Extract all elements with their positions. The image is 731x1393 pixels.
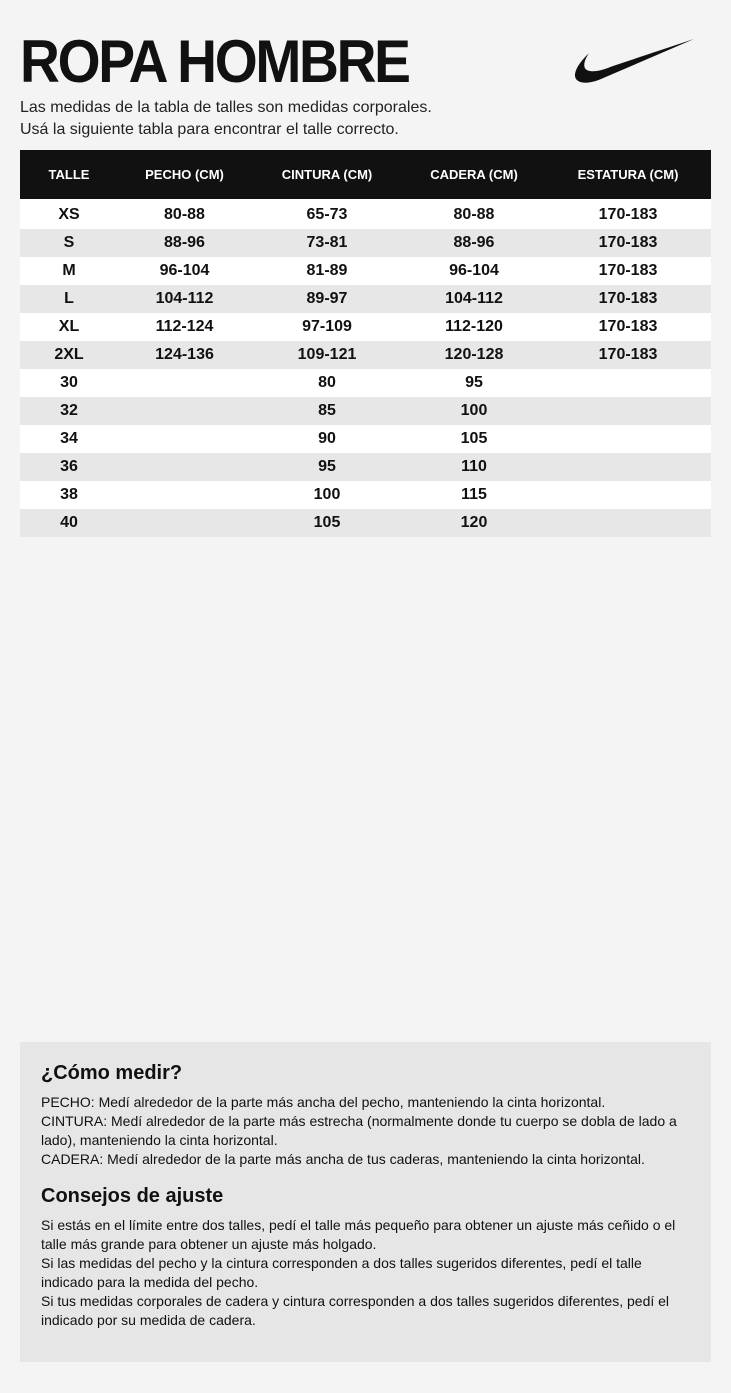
size-chart-table <box>20 150 711 537</box>
cell-talle: XS <box>20 201 118 229</box>
cell-talle: 40 <box>20 509 118 537</box>
cell-cadera: 104-112 <box>403 285 545 313</box>
cell-estatura: 170-183 <box>545 257 711 285</box>
cell-estatura <box>545 481 711 509</box>
cell-pecho: 112-124 <box>118 313 251 341</box>
cell-pecho: 88-96 <box>118 229 251 257</box>
cell-cadera: 95 <box>403 369 545 397</box>
cell-cintura: 85 <box>251 397 403 425</box>
column-header-pecho: PECHO (CM) <box>118 150 251 199</box>
cell-cintura: 65-73 <box>251 201 403 229</box>
cell-estatura <box>545 369 711 397</box>
cell-cintura: 97-109 <box>251 313 403 341</box>
intro-line: Usá la siguiente tabla para encontrar el talle correcto. <box>20 121 399 138</box>
cell-cadera: 120-128 <box>403 341 545 369</box>
cell-pecho <box>118 425 251 453</box>
table-row <box>20 481 711 509</box>
cell-pecho: 80-88 <box>118 201 251 229</box>
cell-estatura: 170-183 <box>545 285 711 313</box>
table-row <box>20 453 711 481</box>
cell-pecho <box>118 453 251 481</box>
measure-instruction: CADERA: Medí alrededor de la parte más ancha de tus caderas, manteniendo la cinta horizontal. <box>41 1151 645 1167</box>
cell-talle: L <box>20 285 118 313</box>
table-header-row <box>20 150 711 199</box>
cell-cadera: 88-96 <box>403 229 545 257</box>
cell-cintura: 105 <box>251 509 403 537</box>
cell-estatura: 170-183 <box>545 201 711 229</box>
measuring-guide-panel <box>20 1042 711 1362</box>
cell-pecho <box>118 397 251 425</box>
table-row <box>20 313 711 341</box>
how-to-measure-heading: ¿Cómo medir? <box>41 1062 183 1084</box>
table-row <box>20 201 711 229</box>
cell-cintura: 109-121 <box>251 341 403 369</box>
cell-estatura <box>545 397 711 425</box>
table-row <box>20 369 711 397</box>
cell-talle: 38 <box>20 481 118 509</box>
table-row <box>20 425 711 453</box>
how-to-measure-text <box>41 1093 690 1169</box>
table-row <box>20 285 711 313</box>
cell-pecho <box>118 481 251 509</box>
cell-talle: 32 <box>20 397 118 425</box>
column-header-cadera: CADERA (CM) <box>403 150 545 199</box>
cell-cintura: 90 <box>251 425 403 453</box>
cell-pecho: 104-112 <box>118 285 251 313</box>
cell-talle: 34 <box>20 425 118 453</box>
cell-pecho: 96-104 <box>118 257 251 285</box>
cell-cintura: 73-81 <box>251 229 403 257</box>
cell-cintura: 100 <box>251 481 403 509</box>
cell-talle: XL <box>20 313 118 341</box>
column-header-talle: TALLE <box>20 150 118 199</box>
table-row <box>20 257 711 285</box>
cell-cadera: 112-120 <box>403 313 545 341</box>
cell-estatura <box>545 509 711 537</box>
fit-tip: Si las medidas del pecho y la cintura corresponden a dos talles sugeridos diferentes, pedí el talle indicado para la medida del pecho. <box>41 1255 642 1290</box>
fit-tip: Si tus medidas corporales de cadera y cintura corresponden a dos talles sugeridos diferentes, pedí el indicado por su medida de cadera. <box>41 1293 670 1328</box>
cell-cadera: 110 <box>403 453 545 481</box>
column-header-cintura: CINTURA (CM) <box>251 150 403 199</box>
measure-instruction: PECHO: Medí alrededor de la parte más ancha del pecho, manteniendo la cinta horizontal. <box>41 1094 606 1110</box>
table-row <box>20 509 711 537</box>
fit-tips-text <box>41 1216 690 1330</box>
cell-cadera: 100 <box>403 397 545 425</box>
cell-cadera: 105 <box>403 425 545 453</box>
cell-cadera: 115 <box>403 481 545 509</box>
cell-talle: M <box>20 257 118 285</box>
cell-estatura: 170-183 <box>545 229 711 257</box>
table-row <box>20 229 711 257</box>
fit-tips-heading: Consejos de ajuste <box>41 1185 224 1207</box>
cell-estatura <box>545 453 711 481</box>
table-row <box>20 397 711 425</box>
cell-cintura: 80 <box>251 369 403 397</box>
intro-text <box>20 97 432 141</box>
cell-pecho <box>118 509 251 537</box>
cell-cadera: 96-104 <box>403 257 545 285</box>
cell-estatura: 170-183 <box>545 341 711 369</box>
measure-instruction: CINTURA: Medí alrededor de la parte más estrecha (normalmente donde tu cuerpo se dobla de lado a lado), manteniendo la cinta horizontal. <box>41 1113 677 1148</box>
cell-talle: 36 <box>20 453 118 481</box>
cell-pecho: 124-136 <box>118 341 251 369</box>
cell-cadera: 120 <box>403 509 545 537</box>
nike-swoosh-icon <box>573 38 695 84</box>
cell-estatura <box>545 425 711 453</box>
column-header-estatura: ESTATURA (CM) <box>545 150 711 199</box>
cell-talle: S <box>20 229 118 257</box>
page-title: ROPA HOMBRE <box>20 28 409 95</box>
cell-cintura: 81-89 <box>251 257 403 285</box>
cell-talle: 30 <box>20 369 118 397</box>
cell-talle: 2XL <box>20 341 118 369</box>
cell-cintura: 89-97 <box>251 285 403 313</box>
cell-cadera: 80-88 <box>403 201 545 229</box>
intro-line: Las medidas de la tabla de talles son medidas corporales. <box>20 99 432 116</box>
cell-estatura: 170-183 <box>545 313 711 341</box>
cell-pecho <box>118 369 251 397</box>
fit-tip: Si estás en el límite entre dos talles, pedí el talle más pequeño para obtener un ajuste más ceñido o el talle más grande para obtener un ajuste más holgado. <box>41 1217 676 1252</box>
table-row <box>20 341 711 369</box>
cell-cintura: 95 <box>251 453 403 481</box>
